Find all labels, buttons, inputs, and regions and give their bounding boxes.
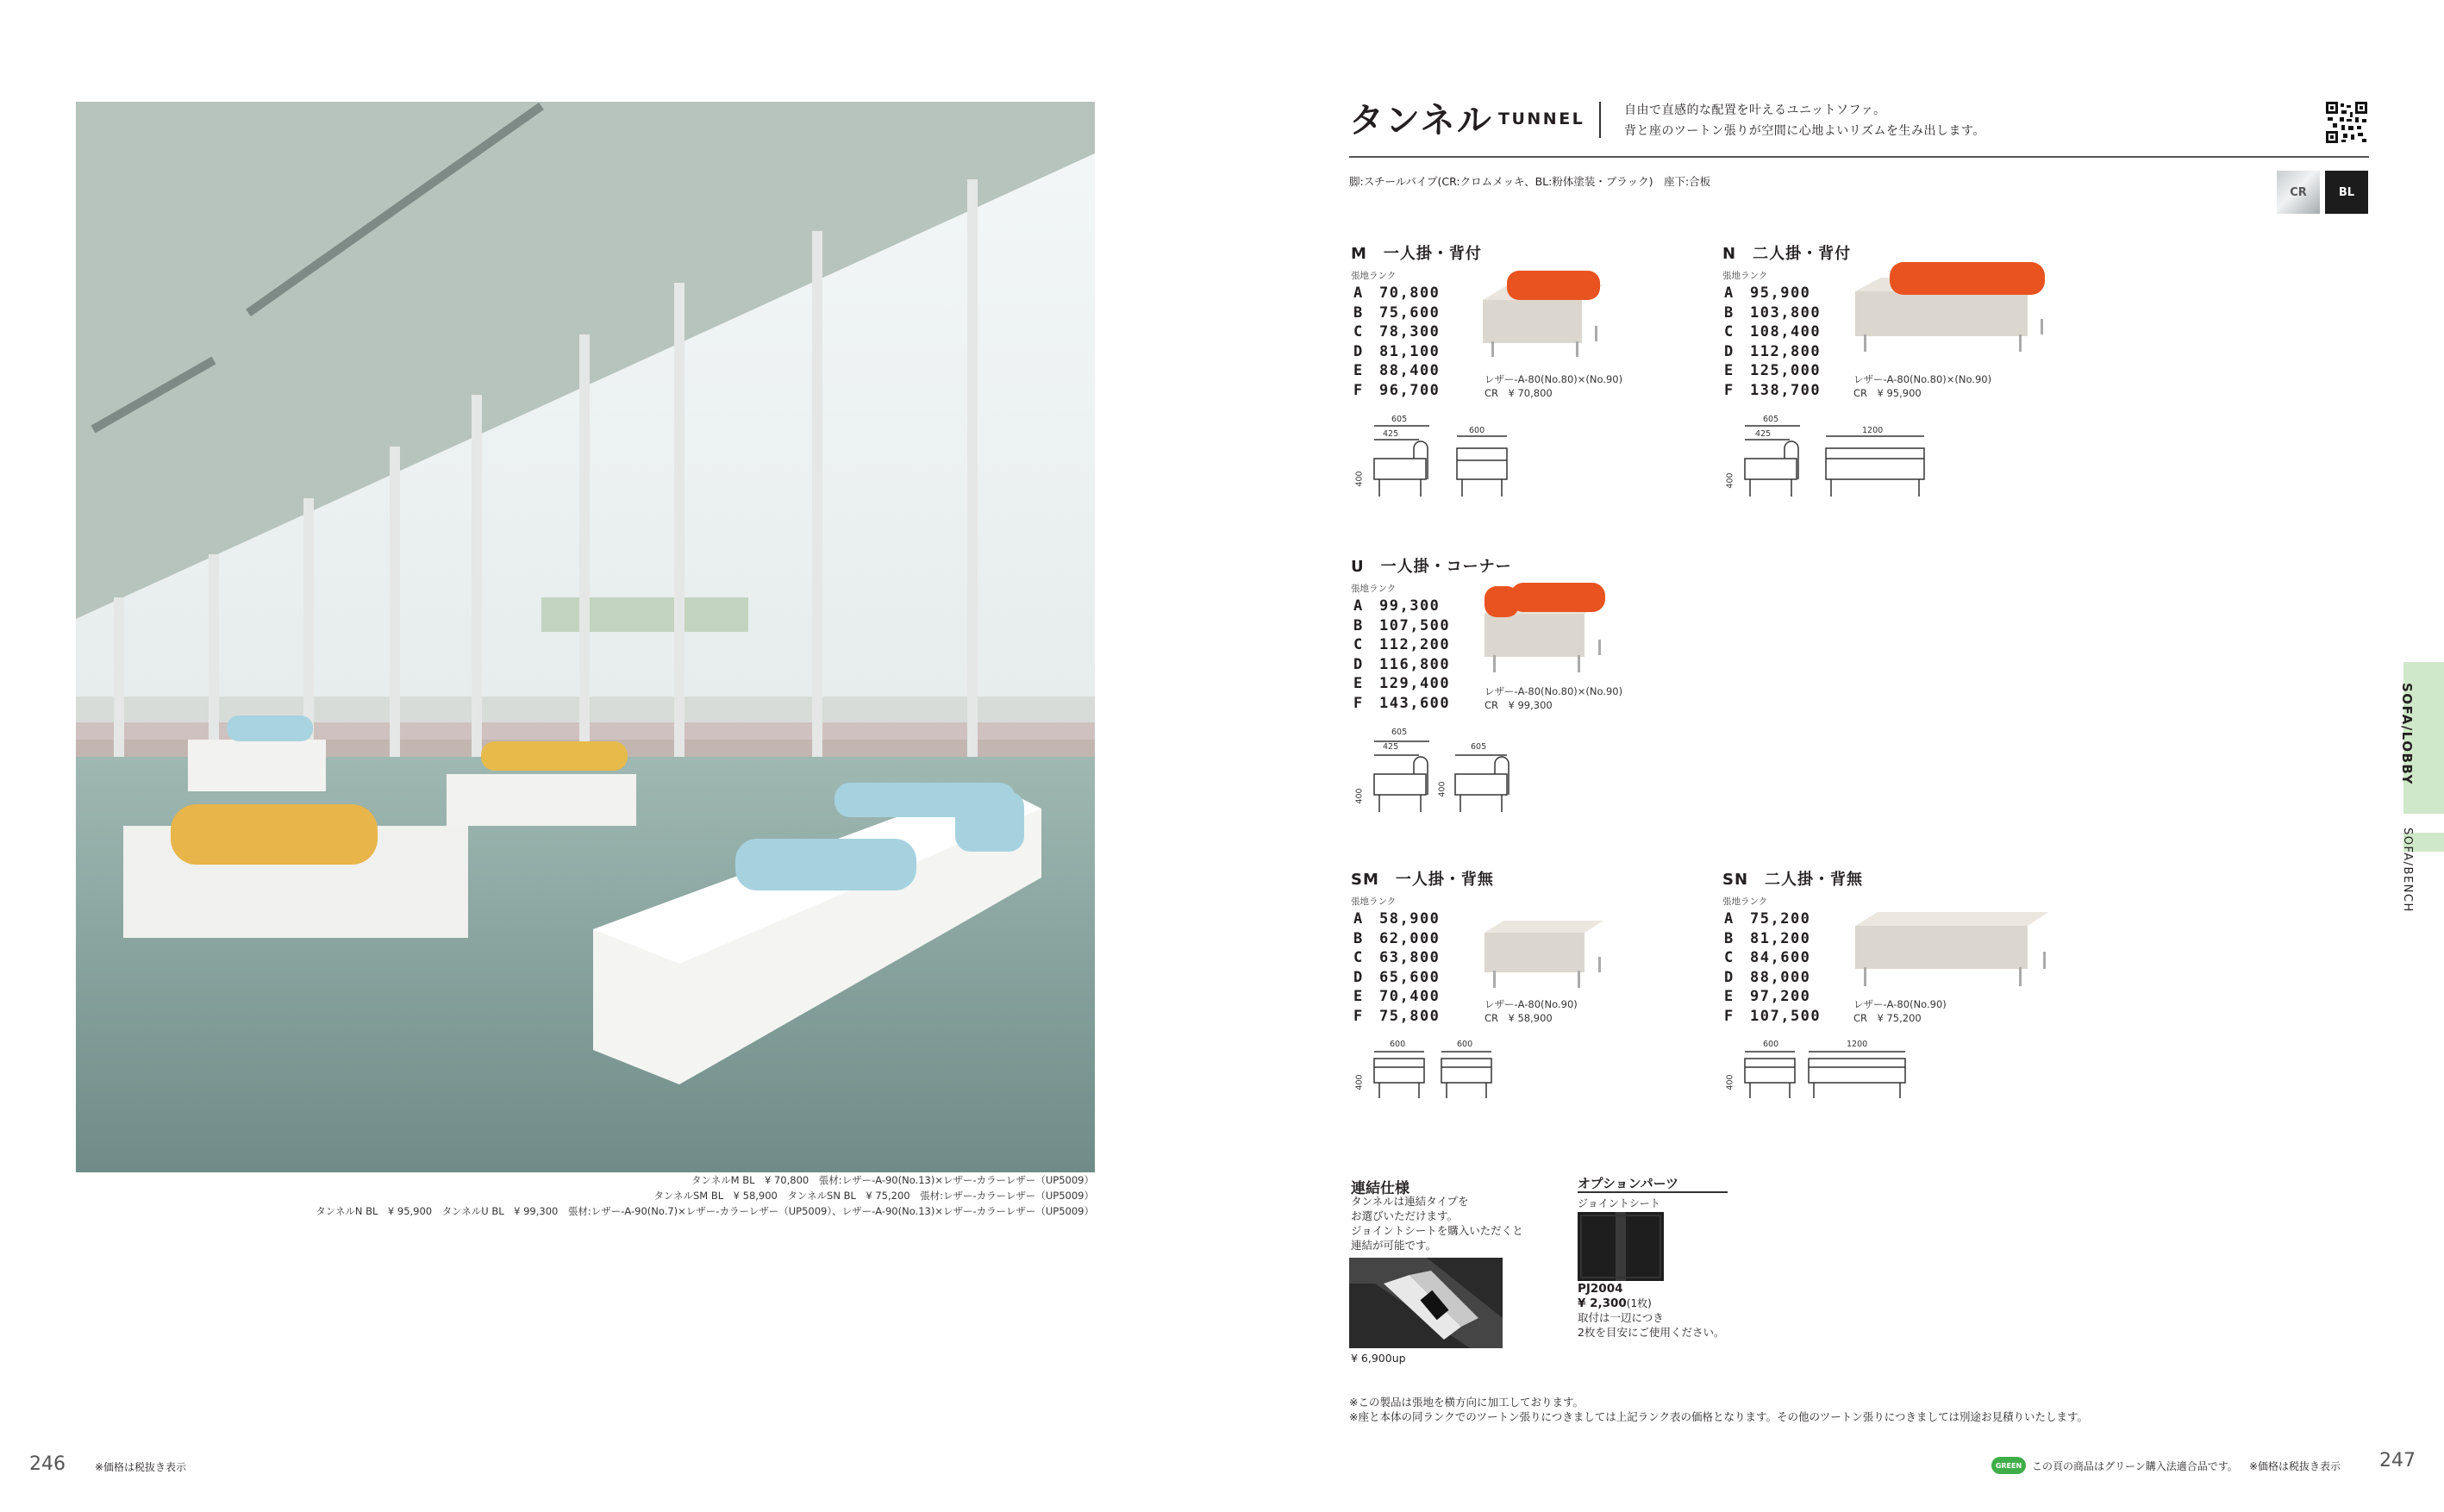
description-line-2: 背と座のツートン張りが空間に心地よいリズムを生み出します。 <box>1624 124 1985 138</box>
option-parts-rule <box>1578 1191 1728 1193</box>
price-row: D 65,600 <box>1353 968 1441 986</box>
option-parts-title: オプションパーツ <box>1578 1176 1679 1191</box>
footnote-1: ※この製品は張地を横方向に加工しております。 <box>1349 1396 1584 1409</box>
option-parts-sub: ジョイントシート <box>1578 1197 1660 1209</box>
dim-sn-height: 400 <box>1725 1074 1735 1090</box>
price-row: A 58,900 <box>1353 910 1441 928</box>
rank-label-sn: 張地ランク <box>1722 897 1768 907</box>
price-row: C 84,600 <box>1724 949 1811 966</box>
price-row: C 78,300 <box>1353 323 1441 341</box>
sample-price-n: CR ¥ 95,900 <box>1853 387 1922 399</box>
photo-caption-3: タンネルN BL ¥ 95,900 タンネルU BL ¥ 99,300 張材:レザー-A-90(No.7)×レザー-カラーレザー（UP5009）、レザー-A-90(No.13)×レザー-カラーレザー（UP5009） <box>316 1205 1094 1217</box>
price-row: D 81,100 <box>1353 342 1441 360</box>
rank-label-n: 張地ランク <box>1722 271 1768 281</box>
right-price-note: ※価格は税抜き表示 <box>2249 1460 2341 1472</box>
option-note-1: 取付は一辺につき <box>1578 1311 1664 1324</box>
sample-price-sn: CR ¥ 75,200 <box>1853 1012 1922 1024</box>
link-spec-line: 連結が可能です。 <box>1351 1239 1437 1252</box>
description-line-1: 自由で直感的な配置を叶えるユニットソファ。 <box>1624 103 1886 117</box>
product-sn-title: SN 二人掛・背無 <box>1722 871 1864 889</box>
price-row: F 138,700 <box>1724 381 1822 399</box>
material-n: レザー-A-80(No.80)×(No.90) <box>1853 373 1992 385</box>
dim-m-seat: 425 <box>1383 429 1399 439</box>
rank-label-u: 張地ランク <box>1351 584 1397 594</box>
dim-sn-depth: 600 <box>1763 1040 1779 1049</box>
price-row: F 75,800 <box>1353 1007 1441 1025</box>
dim-drawing-n <box>1740 422 1929 500</box>
price-row: C 108,400 <box>1724 323 1822 341</box>
price-row: D 88,000 <box>1724 968 1811 986</box>
dim-sm-height: 400 <box>1354 1074 1365 1090</box>
footnote-2: ※座と本体の同ランクでのツートン張りにつきましては上記ランク表の価格となります。その他のツートン張りにつきましては別途お見積りいたします。 <box>1349 1410 2088 1423</box>
rank-label-m: 張地ランク <box>1351 271 1397 281</box>
dim-u-height: 400 <box>1354 788 1365 804</box>
price-row: B 81,200 <box>1724 929 1811 947</box>
price-row: F 143,600 <box>1353 694 1451 712</box>
dim-n-width: 1200 <box>1862 426 1884 435</box>
price-row: B 103,800 <box>1724 303 1822 322</box>
rank-label-sm: 張地ランク <box>1351 897 1397 907</box>
link-spec-price: ¥ 6,900up <box>1351 1352 1406 1365</box>
link-spec-line: タンネルは連結タイプを <box>1351 1195 1469 1208</box>
price-table-sm <box>1353 909 1491 1026</box>
dim-sn-width: 1200 <box>1847 1040 1868 1049</box>
option-unit: (1枚) <box>1626 1297 1652 1309</box>
option-note-2: 2枚を目安にご使用ください。 <box>1578 1326 1725 1339</box>
dim-u-depth: 605 <box>1391 728 1408 737</box>
right-page-number: 247 <box>2379 1450 2416 1471</box>
price-row: E 97,200 <box>1724 988 1811 1005</box>
sofa-n-image <box>1847 257 2053 360</box>
side-tab-primary-label: SOFA/LOBBY <box>2399 683 2415 785</box>
price-row: B 107,500 <box>1353 616 1451 634</box>
price-row: D 116,800 <box>1353 655 1451 673</box>
material-sm: レザー-A-80(No.90) <box>1485 998 1578 1010</box>
dim-u-height-2: 400 <box>1437 781 1447 797</box>
price-row: E 129,400 <box>1353 675 1451 692</box>
product-title-en: TUNNEL <box>1498 109 1585 128</box>
sample-price-m: CR ¥ 70,800 <box>1485 387 1553 399</box>
dim-u-width: 605 <box>1471 742 1487 752</box>
sofa-sm-image <box>1476 914 1605 1000</box>
green-purchase-note: この頁の商品はグリーン購入法適合品です。 <box>2032 1460 2238 1472</box>
dim-drawing-m <box>1369 422 1516 500</box>
price-table-m <box>1353 284 1491 400</box>
option-code: PJ2004 <box>1578 1282 1623 1296</box>
price-row: C 112,200 <box>1353 636 1451 653</box>
price-row: E 125,000 <box>1724 362 1822 379</box>
dim-n-seat: 425 <box>1755 429 1772 439</box>
price-row: B 75,600 <box>1353 303 1441 322</box>
price-row: A 75,200 <box>1724 910 1811 928</box>
link-spec-text <box>1351 1194 1523 1253</box>
swatch-bl: BL <box>2325 171 2368 214</box>
material-u: レザー-A-80(No.80)×(No.90) <box>1485 685 1623 697</box>
dim-u-seat: 425 <box>1383 742 1399 752</box>
dim-sm-width: 600 <box>1457 1040 1473 1049</box>
option-price-line <box>1578 1296 1652 1310</box>
price-row: A 99,300 <box>1353 597 1441 615</box>
sofa-sn-image <box>1847 902 2053 997</box>
lobby-photo <box>76 102 1095 1172</box>
link-spec-line: ジョイントシートを購入いただくと <box>1351 1224 1523 1237</box>
dim-n-height: 400 <box>1725 472 1735 489</box>
link-spec-line: お選びいただけます。 <box>1351 1209 1459 1222</box>
price-row: F 96,700 <box>1353 381 1441 399</box>
price-row: C 63,800 <box>1353 949 1441 966</box>
sample-price-sm: CR ¥ 58,900 <box>1485 1012 1553 1024</box>
sample-price-u: CR ¥ 99,300 <box>1485 699 1553 711</box>
side-tab-secondary-label: SOFA/BENCH <box>2401 828 2414 913</box>
price-row: A 95,900 <box>1724 284 1811 302</box>
leg-spec-note: 脚:スチールパイプ(CR:クロムメッキ、BL:粉体塗装・ブラック) 座下:合板 <box>1349 175 1711 188</box>
link-spec-title: 連結仕様 <box>1351 1180 1410 1197</box>
title-separator <box>1599 102 1601 138</box>
product-title-jp: タンネル <box>1349 101 1493 141</box>
price-row: F 107,500 <box>1724 1007 1822 1025</box>
price-row: A 70,800 <box>1353 284 1441 302</box>
product-sm-title: SM 一人掛・背無 <box>1351 871 1494 889</box>
price-row: E 70,400 <box>1353 988 1441 1005</box>
price-row: B 62,000 <box>1353 929 1441 947</box>
product-u-title: U 一人掛・コーナー <box>1351 558 1512 576</box>
header-rule <box>1349 156 2369 158</box>
sofa-u-image <box>1476 578 1605 681</box>
dim-drawing-sm <box>1369 1050 1498 1102</box>
price-row: D 112,800 <box>1724 342 1822 360</box>
dim-drawing-sn <box>1740 1050 1912 1102</box>
product-n-title: N 二人掛・背付 <box>1722 245 1852 263</box>
green-badge-icon: GREEN <box>1991 1457 2026 1474</box>
dim-drawing-u <box>1369 738 1516 815</box>
dim-n-depth: 605 <box>1763 415 1779 424</box>
photo-caption-2: タンネルSM BL ¥ 58,900 タンネルSN BL ¥ 75,200 張材:レザー-カラーレザー（UP5009） <box>653 1190 1094 1202</box>
left-price-note: ※価格は税抜き表示 <box>95 1461 187 1473</box>
dim-m-height: 400 <box>1354 471 1365 487</box>
dim-m-width: 600 <box>1469 426 1485 435</box>
left-page-number: 246 <box>29 1453 66 1475</box>
swatch-cr: CR <box>2277 171 2320 214</box>
sofa-m-image <box>1474 266 1603 369</box>
price-row: E 88,400 <box>1353 362 1441 379</box>
qr-code-icon <box>2326 102 2367 143</box>
material-sn: レザー-A-80(No.90) <box>1853 998 1947 1010</box>
product-m-title: M 一人掛・背付 <box>1351 245 1482 263</box>
joint-photo <box>1349 1258 1503 1348</box>
dim-sm-depth: 600 <box>1390 1040 1406 1049</box>
material-m: レザー-A-80(No.80)×(No.90) <box>1485 373 1623 385</box>
joint-sheet-image <box>1578 1212 1664 1281</box>
option-price: ¥ 2,300 <box>1578 1296 1627 1310</box>
photo-caption-1: タンネルM BL ¥ 70,800 張材:レザー-A-90(No.13)×レザー-カラーレザー（UP5009） <box>691 1174 1094 1186</box>
dim-m-depth: 605 <box>1391 415 1408 424</box>
